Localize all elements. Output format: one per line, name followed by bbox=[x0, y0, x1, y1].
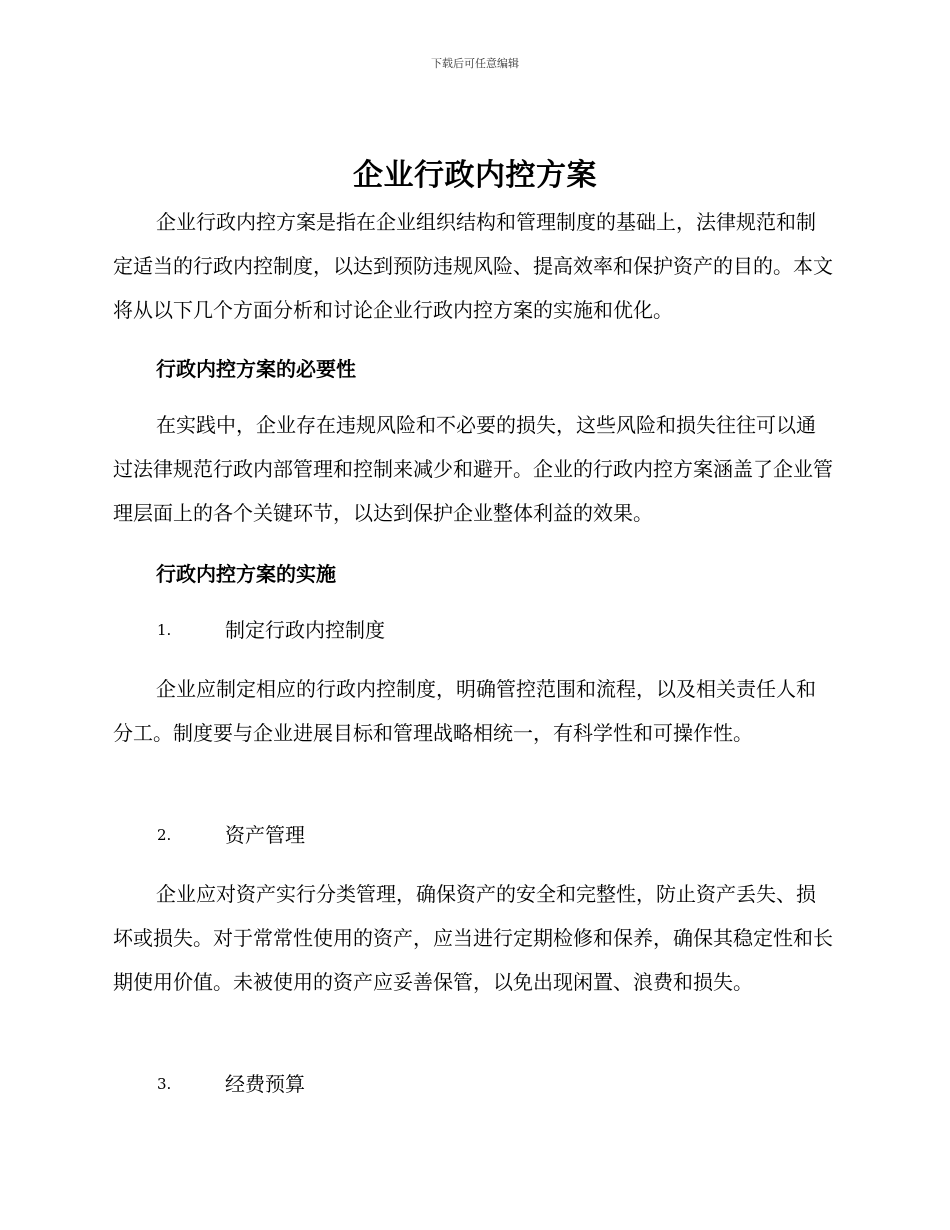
intro-paragraph: 企业行政内控方案是指在企业组织结构和管理制度的基础上，法律规范和制定适当的行政内控制度，以达到预防违规风险、提高效率和保护资产的目的。本文将从以下几个方面分析和讨论企业行政内控方案的实施和优化。 bbox=[113, 210, 833, 322]
list-item-title: 制定行政内控制度 bbox=[225, 618, 385, 642]
section-heading-implementation: 行政内控方案的实施 bbox=[156, 562, 336, 586]
list-number: 1. bbox=[157, 621, 172, 639]
list-item-title: 经费预算 bbox=[225, 1072, 305, 1096]
list-number: 2. bbox=[157, 826, 172, 844]
policy-paragraph: 企业应制定相应的行政内控制度，明确管控范围和流程，以及相关责任人和分工。制度要与企业进展目标和管理战略相统一，有科学性和可操作性。 bbox=[113, 677, 816, 745]
document-title: 企业行政内控方案 bbox=[353, 158, 597, 193]
assets-paragraph: 企业应对资产实行分类管理，确保资产的安全和完整性，防止资产丢失、损坏或损失。对于常常性使用的资产，应当进行定期检修和保养，确保其稳定性和长期使用价值。未被使用的资产应妥善保管，以免出现闲置、浪费和损失。 bbox=[113, 882, 833, 994]
section-heading-necessity: 行政内控方案的必要性 bbox=[156, 357, 356, 381]
header-note: 下载后可任意编辑 bbox=[431, 57, 519, 70]
list-item-title: 资产管理 bbox=[225, 823, 305, 847]
list-number: 3. bbox=[157, 1075, 172, 1093]
necessity-paragraph: 在实践中，企业存在违规风险和不必要的损失，这些风险和损失往往可以通过法律规范行政内部管理和控制来减少和避开。企业的行政内控方案涵盖了企业管理层面上的各个关键环节，以达到保护企业整体利益的效果。 bbox=[113, 413, 833, 525]
